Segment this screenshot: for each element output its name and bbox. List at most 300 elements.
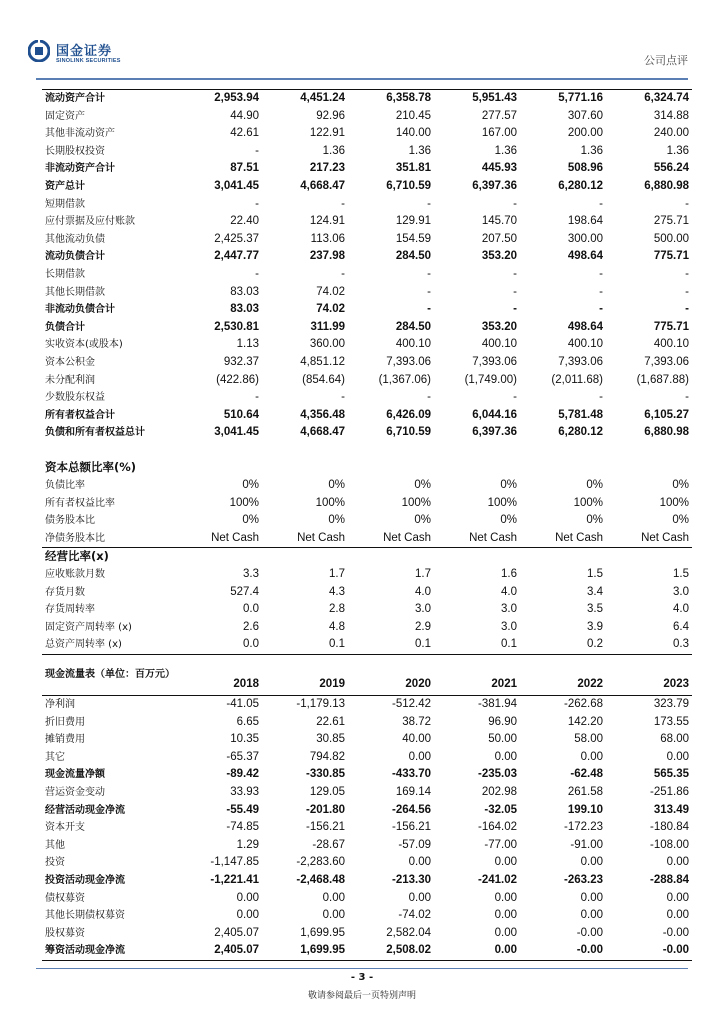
table-row [42, 231, 692, 249]
row-label: 股权募资 [45, 927, 85, 939]
cell-value: 83.03 [230, 303, 259, 316]
cell-value: 313.49 [653, 803, 689, 816]
row-label: 非流动资产合计 [45, 163, 115, 175]
cell-value: 6,426.09 [386, 408, 431, 421]
year-header: 2018 [176, 655, 262, 696]
cell-value: 22.40 [230, 215, 259, 228]
cell-value: 275.71 [653, 215, 689, 228]
footer-rule [36, 968, 688, 969]
cell-value: 3.3 [243, 568, 259, 581]
cell-value: -263.23 [563, 873, 603, 886]
cell-value: 44.90 [230, 109, 259, 122]
table-row [42, 319, 692, 337]
row-label: 少数股东权益 [45, 392, 105, 404]
section-title: 资本总额比率(%) [45, 460, 137, 475]
cell-value: 2.8 [329, 603, 345, 616]
table-row [42, 925, 692, 943]
cell-value: - [599, 267, 603, 280]
year-header: 2023 [606, 655, 692, 696]
cell-value: 353.20 [481, 250, 517, 263]
section-title: 现金流量表（单位：百万元） [42, 655, 176, 696]
cell-value: -108.00 [649, 838, 689, 851]
cell-value: 0.00 [580, 909, 603, 922]
cell-value: 400.10 [481, 338, 517, 351]
cell-value: - [513, 267, 517, 280]
row-label: 其他非流动资产 [45, 128, 115, 140]
cell-value: -65.37 [226, 750, 259, 763]
cell-value: 4.8 [329, 620, 345, 633]
row-label: 应收账款月数 [45, 569, 105, 581]
cell-value: 2,425.37 [214, 232, 259, 245]
table-row [42, 714, 692, 732]
cell-value: 0.00 [434, 942, 520, 960]
cell-value: 7,393.06 [472, 355, 517, 368]
cell-value: 1,699.95 [262, 942, 348, 960]
row-label: 非流动负债合计 [45, 304, 115, 316]
row-label: 折旧费用 [45, 716, 85, 728]
cell-value: 2,405.07 [214, 926, 259, 939]
cell-value: 6,397.36 [472, 426, 517, 439]
cell-value: 1.36 [580, 144, 603, 157]
cell-value: 3.0 [501, 620, 517, 633]
cell-value: 500.00 [653, 232, 689, 245]
row-label: 营运资金变动 [45, 786, 105, 798]
row-label: 投资活动现金净流 [45, 874, 125, 886]
table-row [42, 196, 692, 214]
table-row [42, 389, 692, 407]
cell-value: 4,668.47 [300, 179, 345, 192]
row-label: 其它 [45, 751, 65, 763]
cell-value: 6,105.27 [644, 408, 689, 421]
cell-value: 0.3 [673, 638, 689, 651]
row-label: 其他长期借款 [45, 286, 105, 298]
cell-value: -381.94 [434, 696, 520, 714]
cell-value: 169.14 [395, 785, 431, 798]
cell-value: 100% [229, 496, 259, 509]
cell-value: -235.03 [477, 768, 517, 781]
cell-value: - [685, 303, 689, 316]
cell-value: 0.00 [666, 750, 689, 763]
row-label: 短期借款 [45, 198, 85, 210]
cell-value: 4.0 [673, 603, 689, 616]
spacer-row [42, 442, 692, 460]
table-row [42, 160, 692, 178]
cell-value: 122.91 [309, 127, 345, 140]
table-row [42, 284, 692, 302]
cell-value: - [513, 391, 517, 404]
cell-value: - [341, 267, 345, 280]
cell-value: - [341, 197, 345, 210]
document-type: 公司点评 [644, 54, 688, 67]
capital-ratio-section [42, 459, 692, 547]
cell-value: 0% [242, 479, 259, 492]
cell-value: -433.70 [391, 768, 431, 781]
cell-value: 445.93 [481, 162, 517, 175]
cell-value: -264.56 [391, 803, 431, 816]
row-label: 债权募资 [45, 892, 85, 904]
row-label: 所有者权益合计 [45, 409, 115, 421]
section-title-row [42, 459, 692, 477]
cell-value: 775.71 [653, 320, 689, 333]
cell-value: - [513, 197, 517, 210]
table-row [42, 248, 692, 266]
cell-value: - [685, 285, 689, 298]
cell-value: -180.84 [649, 821, 689, 834]
cell-value: 68.00 [660, 733, 689, 746]
cell-value: 0% [414, 514, 431, 527]
row-label: 长期借款 [45, 268, 85, 280]
cell-value: 0.1 [415, 638, 431, 651]
cell-value: - [513, 303, 517, 316]
cell-value: (1,367.06) [378, 373, 431, 386]
cell-value: 140.00 [395, 127, 431, 140]
cell-value: 2,530.81 [214, 320, 259, 333]
cell-value: 4,851.12 [300, 355, 345, 368]
table-row [42, 354, 692, 372]
row-label: 净债务股本比 [45, 532, 105, 544]
table-row [42, 125, 692, 143]
cell-value: Net Cash [383, 531, 431, 544]
cell-value: -156.21 [305, 821, 345, 834]
cell-value: 794.82 [309, 750, 345, 763]
cell-value: 199.10 [567, 803, 603, 816]
cell-value: 173.55 [653, 715, 689, 728]
cell-value: 2,953.94 [176, 90, 262, 108]
cell-value: 311.99 [310, 320, 345, 333]
cell-value: 3.5 [587, 603, 603, 616]
cell-value: 50.00 [488, 733, 517, 746]
row-label: 实收资本(或股本) [45, 339, 123, 351]
table-row [42, 584, 692, 602]
row-label: 流动负债合计 [45, 251, 105, 263]
table-row [42, 512, 692, 530]
cell-value: 1.36 [322, 144, 345, 157]
cell-value: 2,582.04 [386, 926, 431, 939]
table-row [42, 601, 692, 619]
row-label: 资本开支 [45, 822, 85, 834]
cell-value: (1,749.00) [464, 373, 517, 386]
row-label: 经营活动现金净流 [45, 804, 125, 816]
cell-value: 6.65 [236, 715, 259, 728]
cell-value: - [341, 391, 345, 404]
cell-value: 6,880.98 [644, 179, 689, 192]
cell-value: 1.36 [494, 144, 517, 157]
cell-value: -0.00 [520, 942, 606, 960]
cell-value: 0.00 [494, 926, 517, 939]
cell-value: 775.71 [653, 250, 689, 263]
cell-value: 0% [500, 514, 517, 527]
cell-value: 0% [672, 514, 689, 527]
cell-value: - [599, 391, 603, 404]
cell-value: - [599, 197, 603, 210]
cell-value: -0.00 [662, 926, 689, 939]
cell-value: 1.7 [415, 568, 431, 581]
cell-value: 4,668.47 [300, 426, 345, 439]
table-row [42, 407, 692, 425]
cell-value: 5,771.16 [520, 90, 606, 108]
table-row [42, 336, 692, 354]
table-row [42, 784, 692, 802]
cell-value: -89.42 [226, 768, 259, 781]
cell-value: 565.35 [653, 768, 689, 781]
row-label: 应付票据及应付账款 [45, 216, 135, 228]
cell-value: 0.00 [322, 909, 345, 922]
cell-value: 4,451.24 [262, 90, 348, 108]
cell-value: 7,393.06 [558, 355, 603, 368]
cell-value: 6,710.59 [386, 179, 431, 192]
row-label: 负债和所有者权益总计 [45, 427, 145, 439]
cell-value: -62.48 [570, 768, 603, 781]
section-title-row [42, 548, 692, 566]
cell-value: 510.64 [223, 408, 259, 421]
cell-value: 0.1 [501, 638, 517, 651]
row-label: 其他长期债权募资 [45, 910, 125, 922]
table-row [42, 802, 692, 820]
cell-value: 400.10 [395, 338, 431, 351]
cell-value: 261.58 [567, 785, 603, 798]
table-row [42, 731, 692, 749]
cell-value: - [599, 303, 603, 316]
cell-value: - [427, 285, 431, 298]
row-label: 流动资产合计 [42, 90, 176, 108]
header-rule [36, 78, 688, 80]
cell-value: 42.61 [230, 127, 259, 140]
cell-value: (422.86) [216, 373, 259, 386]
year-header: 2019 [262, 655, 348, 696]
cell-value: 1.13 [236, 338, 259, 351]
cell-value: 0.00 [666, 909, 689, 922]
cell-value: -1,147.85 [210, 856, 259, 869]
table-row [42, 178, 692, 196]
cell-value: 0% [242, 514, 259, 527]
row-label: 存货月数 [45, 586, 85, 598]
cell-value: Net Cash [469, 531, 517, 544]
cell-value: -172.23 [563, 821, 603, 834]
cell-value: -0.00 [606, 942, 692, 960]
cell-value: 74.02 [316, 303, 345, 316]
row-label: 存货周转率 [45, 604, 95, 616]
table-row [42, 495, 692, 513]
cell-value: -55.49 [226, 803, 259, 816]
table-row [42, 530, 692, 548]
cell-value: -213.30 [391, 873, 431, 886]
cell-value: 400.10 [653, 338, 689, 351]
cell-value: 6,324.74 [606, 90, 692, 108]
cell-value: 22.61 [316, 715, 345, 728]
cell-value: 4.0 [415, 585, 431, 598]
cell-value: 1.6 [501, 568, 517, 581]
cell-value: -251.86 [649, 785, 689, 798]
table-row [42, 696, 692, 714]
table-row [42, 942, 692, 960]
cell-value: 0% [672, 479, 689, 492]
cell-value: 124.91 [309, 215, 345, 228]
cell-value: 6,280.12 [558, 179, 603, 192]
cell-value: - [427, 197, 431, 210]
cell-value: 1.5 [587, 568, 603, 581]
cell-value: 145.70 [481, 215, 517, 228]
cell-value: Net Cash [555, 531, 603, 544]
cell-value: -201.80 [305, 803, 345, 816]
cell-value: 38.72 [402, 715, 431, 728]
cell-value: 284.50 [395, 320, 431, 333]
cell-value: -288.84 [649, 873, 689, 886]
table-row [42, 266, 692, 284]
cell-value: 4,356.48 [300, 408, 345, 421]
cell-value: 2,447.77 [214, 250, 259, 263]
cell-value: - [599, 285, 603, 298]
row-label: 未分配利润 [45, 374, 95, 386]
cell-value: (854.64) [302, 373, 345, 386]
cell-value: 1.36 [666, 144, 689, 157]
cell-value: 323.79 [606, 696, 692, 714]
cell-value: 83.03 [230, 285, 259, 298]
financial-table [42, 89, 692, 961]
table-row [42, 890, 692, 908]
cell-value: 498.64 [567, 320, 603, 333]
year-header: 2021 [434, 655, 520, 696]
cell-value: 92.96 [316, 109, 345, 122]
cell-value: 237.98 [309, 250, 345, 263]
cell-value: 360.00 [309, 338, 345, 351]
cell-value: 96.90 [488, 715, 517, 728]
cell-value: 100% [401, 496, 431, 509]
cell-value: 202.98 [481, 785, 517, 798]
cell-value: 284.50 [395, 250, 431, 263]
cell-value: 0.0 [243, 638, 259, 651]
table-row [42, 108, 692, 126]
cell-value: 87.51 [230, 162, 259, 175]
cell-value: 200.00 [567, 127, 603, 140]
company-name-en: SINOLINK SECURITIES [56, 58, 121, 64]
cell-value: 100% [659, 496, 689, 509]
cell-value: 0.00 [580, 856, 603, 869]
cell-value: 0.00 [236, 909, 259, 922]
row-label: 总资产周转率 (x) [45, 639, 122, 651]
table-row [42, 143, 692, 161]
cell-value: -1,179.13 [262, 696, 348, 714]
cell-value: 556.24 [653, 162, 689, 175]
row-label: 其他流动负债 [45, 233, 105, 245]
cell-value: 1.5 [673, 568, 689, 581]
table-row [42, 301, 692, 319]
company-name-cn: 国金证券 [56, 44, 113, 59]
cell-value: 30.85 [316, 733, 345, 746]
cell-value: -156.21 [391, 821, 431, 834]
cell-value: -28.67 [312, 838, 345, 851]
cell-value: 527.4 [230, 585, 259, 598]
cell-value: 351.81 [395, 162, 431, 175]
cell-value: 0.1 [329, 638, 345, 651]
cell-value: 2,405.07 [176, 942, 262, 960]
cell-value: - [427, 267, 431, 280]
cell-value: Net Cash [297, 531, 345, 544]
cell-value: Net Cash [211, 531, 259, 544]
cell-value: 1.36 [408, 144, 431, 157]
cell-value: 240.00 [653, 127, 689, 140]
cell-value: 932.37 [223, 355, 259, 368]
cell-value: -74.85 [226, 821, 259, 834]
row-label: 投资 [45, 857, 65, 869]
cell-value: 6,280.12 [558, 426, 603, 439]
cell-value: 0% [328, 479, 345, 492]
cell-value: -91.00 [570, 838, 603, 851]
cell-value: 508.96 [567, 162, 603, 175]
cell-value: 6,880.98 [644, 426, 689, 439]
row-label: 所有者权益比率 [45, 497, 115, 509]
cell-value: 7,393.06 [644, 355, 689, 368]
cell-value: 0.00 [580, 891, 603, 904]
spacer-cell [42, 442, 692, 460]
cell-value: -57.09 [398, 838, 431, 851]
table-row [42, 566, 692, 584]
cell-value: 277.57 [481, 109, 517, 122]
page-header [0, 0, 724, 80]
cell-value: 0.00 [666, 891, 689, 904]
disclaimer-note: 敬请参阅最后一页特别声明 [307, 991, 416, 1001]
cell-value: -2,468.48 [296, 873, 345, 886]
table-row [42, 477, 692, 495]
sinolink-logo-icon [28, 40, 50, 62]
cell-value: 300.00 [567, 232, 603, 245]
cell-value: 7,393.06 [386, 355, 431, 368]
cell-value: 498.64 [567, 250, 603, 263]
cell-value: 2,508.02 [348, 942, 434, 960]
cell-value: 0.00 [408, 856, 431, 869]
cell-value: - [427, 303, 431, 316]
row-label: 筹资活动现金净流 [42, 942, 176, 960]
cell-value: 0.00 [408, 750, 431, 763]
cell-value: 154.59 [395, 232, 431, 245]
cell-value: 6,358.78 [348, 90, 434, 108]
page-number: - 3 - [350, 972, 374, 983]
cell-value: 58.00 [574, 733, 603, 746]
table-row [42, 636, 692, 654]
cell-value: -164.02 [477, 821, 517, 834]
cell-value: 1.29 [236, 838, 259, 851]
table-row [42, 619, 692, 637]
cell-value: - [427, 391, 431, 404]
table-row [42, 90, 692, 108]
cell-value: -1,221.41 [210, 873, 259, 886]
cell-value: 6,397.36 [472, 179, 517, 192]
cashflow-section [42, 655, 692, 961]
table-row [42, 213, 692, 231]
cell-value: 217.23 [309, 162, 345, 175]
cell-value: 6,710.59 [386, 426, 431, 439]
cell-value: 0% [414, 479, 431, 492]
cell-value: 400.10 [567, 338, 603, 351]
cell-value: (1,687.88) [636, 373, 689, 386]
cell-value: 40.00 [402, 733, 431, 746]
cell-value: 100% [487, 496, 517, 509]
table-row [42, 749, 692, 767]
cell-value: 3,041.45 [214, 179, 259, 192]
table-row [42, 872, 692, 890]
cell-value: (2,011.68) [551, 373, 603, 386]
cell-value: 0.00 [494, 750, 517, 763]
row-label: 固定资产 [45, 110, 85, 122]
cell-value: - [255, 267, 259, 280]
cell-value: 5,781.48 [558, 408, 603, 421]
section-title: 经营比率(x) [42, 548, 692, 566]
cell-value: 10.35 [230, 733, 259, 746]
cell-value: -241.02 [477, 873, 517, 886]
cell-value: 3.9 [587, 620, 603, 633]
cell-value: -330.85 [305, 768, 345, 781]
cell-value: 113.06 [310, 232, 345, 245]
year-header: 2020 [348, 655, 434, 696]
